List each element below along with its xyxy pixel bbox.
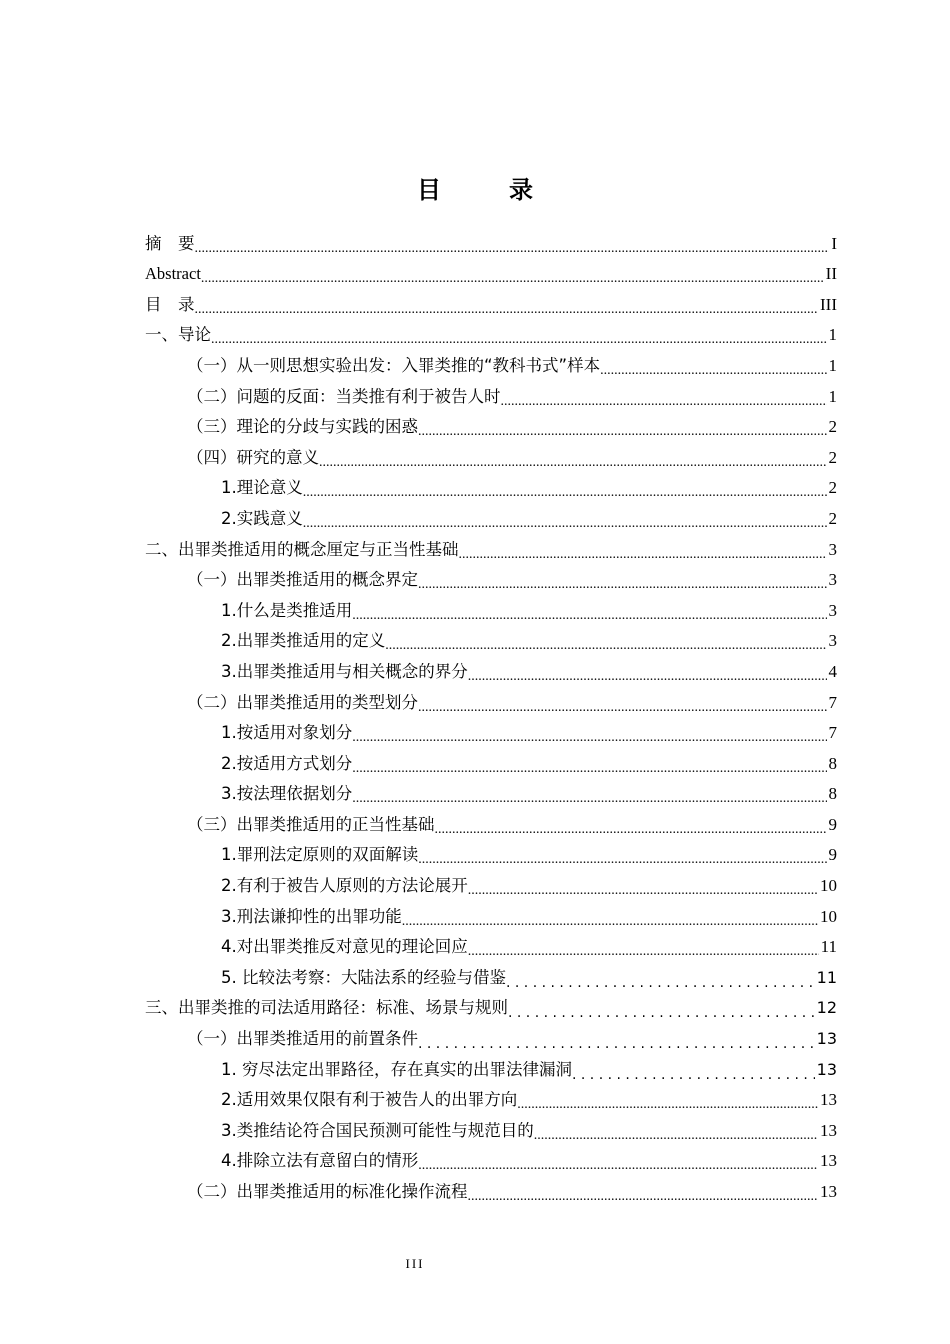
toc-entry-label: 3.出罪类推适用与相关概念的界分 xyxy=(221,661,468,681)
toc-entry[interactable] xyxy=(145,870,837,901)
toc-entry[interactable] xyxy=(145,473,837,504)
toc-leader-dots xyxy=(468,1177,819,1207)
toc-entry-page: 8 xyxy=(828,784,837,804)
toc-entry[interactable] xyxy=(145,809,837,840)
page-number: III xyxy=(405,1256,425,1271)
toc-leader-dots xyxy=(600,351,826,381)
toc-entry-page: III xyxy=(820,294,837,314)
toc-entry-page: 3 xyxy=(828,631,837,651)
toc-leader-dots xyxy=(352,779,826,809)
toc-entry-page: 2 xyxy=(828,478,837,498)
toc-entry-label: 三、出罪类推的司法适用路径：标准、场景与规则 xyxy=(145,998,508,1018)
toc-entry[interactable] xyxy=(145,1054,837,1085)
toc-entry-label: 2.适用效果仅限有利于被告人的出罪方向 xyxy=(221,1090,518,1110)
toc-entry-label: 3.按法理依据划分 xyxy=(221,784,353,804)
toc-entry-label: Abstract xyxy=(145,264,201,284)
toc-entry[interactable] xyxy=(145,595,837,626)
toc-entry-label: （四）研究的意义 xyxy=(187,447,319,467)
toc-entry[interactable] xyxy=(145,718,837,749)
toc-leader-dots xyxy=(468,871,818,901)
toc-leader-dots xyxy=(303,473,827,503)
toc-entry-page: I xyxy=(831,233,837,253)
toc-entry-label: （三）出罪类推适用的正当性基础 xyxy=(187,814,435,834)
toc-leader-dots xyxy=(402,902,818,932)
toc-entry-page: 11 xyxy=(820,937,837,957)
toc-entry[interactable] xyxy=(145,381,837,412)
toc-entry-page: 1 xyxy=(828,325,837,345)
toc-entry[interactable] xyxy=(145,993,837,1024)
toc-leader-dots xyxy=(418,688,827,718)
toc-leader-dots xyxy=(418,565,827,595)
toc-entry[interactable] xyxy=(145,656,837,687)
toc-entry[interactable] xyxy=(145,259,837,290)
toc-leader-dots xyxy=(501,382,827,412)
toc-entry-label: 2.按适用方式划分 xyxy=(221,753,353,773)
toc-entry-page: 1 xyxy=(828,355,837,375)
toc-entry-page: 7 xyxy=(828,692,837,712)
toc-entry-page: II xyxy=(825,264,837,284)
toc-entry-page: 13 xyxy=(820,1120,837,1140)
toc-entry[interactable] xyxy=(145,901,837,932)
toc-entry-label: 二、出罪类推适用的概念厘定与正当性基础 xyxy=(145,539,459,559)
toc-entry-label: 4.对出罪类推反对意见的理论回应 xyxy=(221,937,468,957)
toc-entry-label: 3.刑法谦抑性的出罪功能 xyxy=(221,906,402,926)
toc-entry-label: 1.理论意义 xyxy=(221,478,303,498)
toc-entry[interactable] xyxy=(145,932,837,963)
toc-entry[interactable] xyxy=(145,565,837,596)
toc-entry-page: 3 xyxy=(828,600,837,620)
toc-leader-dots xyxy=(195,229,830,259)
toc-leader-dots xyxy=(352,718,826,748)
toc-entry-page: 2 xyxy=(828,508,837,528)
toc-entry-page: 9 xyxy=(828,814,837,834)
toc-leader-dots xyxy=(534,1116,818,1146)
toc-entry-label: 目 录 xyxy=(145,294,195,314)
toc-leader-dots xyxy=(303,504,827,534)
toc-entry-page: 13 xyxy=(820,1182,837,1201)
toc-leader-dots xyxy=(385,626,826,656)
toc-leader-dots xyxy=(459,535,827,565)
toc-leader-dots xyxy=(506,963,815,993)
toc-entry-page: 13 xyxy=(816,1029,837,1049)
toc-entry-label: 2.实践意义 xyxy=(221,508,303,528)
toc-entry-label: 1.什么是类推适用 xyxy=(221,600,353,620)
toc-entry-page: 13 xyxy=(816,1059,837,1079)
toc-leader-dots xyxy=(517,1085,818,1115)
toc-entry[interactable] xyxy=(145,1146,837,1177)
toc-entry-page: 11 xyxy=(816,967,837,987)
toc-entry-page: 2 xyxy=(828,447,837,467)
toc-entry-label: 一、导论 xyxy=(145,325,211,345)
toc-leader-dots xyxy=(352,749,826,779)
toc-entry-page: 3 xyxy=(828,570,837,590)
toc-entry[interactable] xyxy=(145,228,837,259)
toc-entry[interactable] xyxy=(145,350,837,381)
toc-entry[interactable] xyxy=(145,748,837,779)
toc-entry[interactable] xyxy=(145,289,837,320)
toc-entry-label: （二）出罪类推适用的标准化操作流程 xyxy=(187,1182,468,1201)
toc-entry-label: （一）从一则思想实验出发：入罪类推的“教科书式”样本 xyxy=(187,355,601,375)
toc-leader-dots xyxy=(211,320,827,350)
toc-entry-label: （二）问题的反面：当类推有利于被告人时 xyxy=(187,386,501,406)
toc-leader-dots xyxy=(468,657,827,687)
toc-entry[interactable] xyxy=(145,534,837,565)
page-title: 目 录 xyxy=(417,176,555,204)
toc-entry-label: （三）理论的分歧与实践的困惑 xyxy=(187,417,418,437)
toc-leader-dots xyxy=(195,290,819,320)
toc-leader-dots xyxy=(418,1146,818,1176)
toc-entry-label: 1. 穷尽法定出罪路径，存在真实的出罪法律漏洞 xyxy=(221,1059,572,1079)
toc-entry-page: 4 xyxy=(828,661,837,681)
toc-entry[interactable] xyxy=(145,840,837,871)
toc-entry[interactable] xyxy=(145,626,837,657)
toc-entry-label: （一）出罪类推适用的前置条件 xyxy=(187,1029,418,1049)
toc-leader-dots xyxy=(352,596,826,626)
toc-leader-dots xyxy=(418,1024,815,1054)
toc-entry-label: （一）出罪类推适用的概念界定 xyxy=(187,570,418,590)
toc-entry[interactable] xyxy=(145,412,837,443)
toc-entry-page: 1 xyxy=(828,386,837,406)
toc-entry-page: 9 xyxy=(828,845,837,865)
toc-leader-dots xyxy=(468,932,819,962)
toc-entry[interactable] xyxy=(145,1023,837,1054)
toc-entry[interactable] xyxy=(145,779,837,810)
toc-entry-label: （二）出罪类推适用的类型划分 xyxy=(187,692,418,712)
toc-leader-dots xyxy=(435,810,827,840)
toc-entry[interactable] xyxy=(145,503,837,534)
toc-leader-dots xyxy=(508,993,815,1023)
toc-entry-page: 12 xyxy=(816,998,837,1018)
toc-leader-dots xyxy=(319,443,827,473)
toc-entry-label: 5. 比较法考察：大陆法系的经验与借鉴 xyxy=(221,967,506,987)
toc-entry-label: 1.罪刑法定原则的双面解读 xyxy=(221,845,419,865)
toc-entry[interactable] xyxy=(145,1176,837,1207)
toc-entry-page: 8 xyxy=(828,753,837,773)
toc-entry[interactable] xyxy=(145,687,837,718)
table-of-contents xyxy=(145,228,837,1207)
toc-leader-dots xyxy=(572,1055,815,1085)
toc-entry-label: 4.排除立法有意留白的情形 xyxy=(221,1151,419,1171)
toc-entry-label: 2.有利于被告人原则的方法论展开 xyxy=(221,876,468,896)
toc-entry-page: 7 xyxy=(828,723,837,743)
toc-entry[interactable] xyxy=(145,442,837,473)
toc-entry[interactable] xyxy=(145,1085,837,1116)
toc-entry-page: 3 xyxy=(828,539,837,559)
toc-leader-dots xyxy=(418,840,826,870)
toc-entry[interactable] xyxy=(145,1115,837,1146)
toc-entry-page: 10 xyxy=(820,876,837,896)
toc-entry-label: 3.类推结论符合国民预测可能性与规范目的 xyxy=(221,1120,534,1140)
toc-entry-label: 1.按适用对象划分 xyxy=(221,723,353,743)
toc-leader-dots xyxy=(201,259,824,289)
toc-entry[interactable] xyxy=(145,962,837,993)
toc-entry-label: 摘 要 xyxy=(145,233,195,253)
toc-entry-page: 2 xyxy=(828,417,837,437)
toc-entry[interactable] xyxy=(145,320,837,351)
toc-entry-label: 2.出罪类推适用的定义 xyxy=(221,631,386,651)
toc-entry-page: 10 xyxy=(820,906,837,926)
toc-entry-page: 13 xyxy=(820,1090,837,1110)
toc-leader-dots xyxy=(418,412,827,442)
toc-entry-page: 13 xyxy=(820,1151,837,1171)
